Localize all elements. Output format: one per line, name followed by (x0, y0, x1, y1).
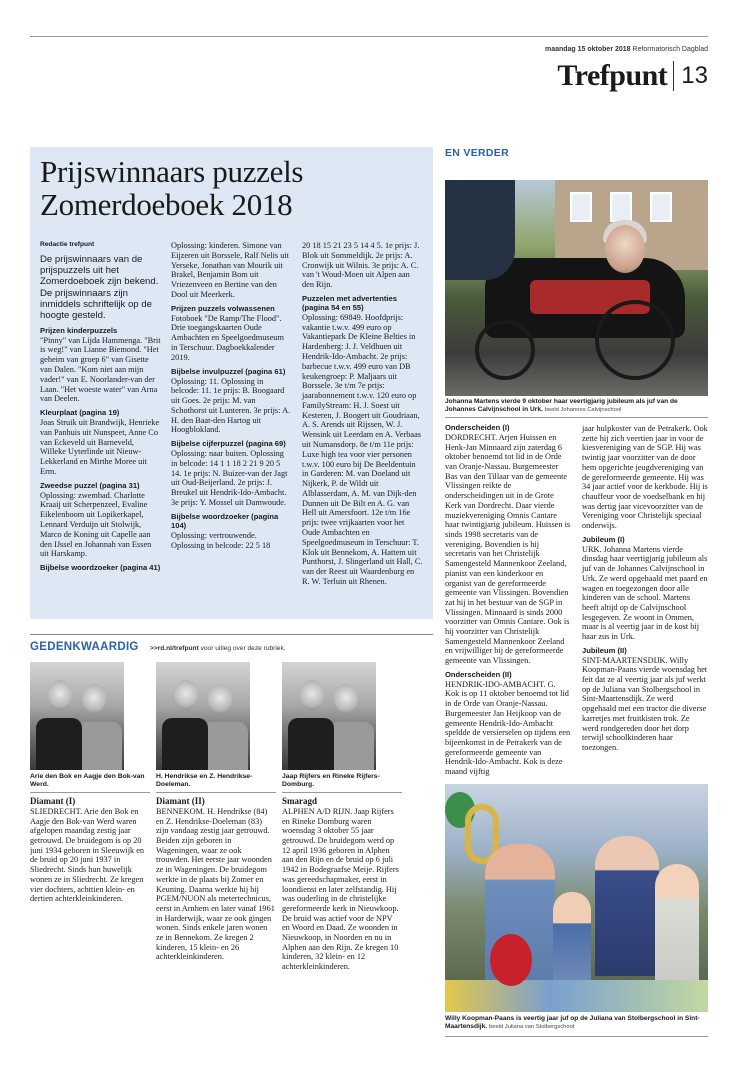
entry-heading: Smaragd (282, 796, 318, 807)
carriage-photo-caption (445, 398, 708, 414)
section-heading: Kleurplaat (pagina 19) (40, 408, 120, 418)
item-text: HENDRIK-IDO-AMBACHT. G. Kok is op 11 oktober benoemd tot lid in de Orde van Oranje-Nassau. Burgemeester Jan Heijkoop van de gemeente Hendrik-Ido-Ambacht speldde de versierselen op tijdens een bijeenkomst in de Petrakerk van de gereformeerde gemeente van Hendrik-Ido-Ambacht. Kok is deze maand vijftig (445, 679, 571, 777)
article-column-3 (302, 241, 423, 587)
caption-rule (282, 792, 402, 793)
section-heading: Bijbelse invulpuzzel (pagina 61) (171, 366, 286, 376)
paragraph: Oplossing: vertrouwende. Oplossing in belcode: 22 5 18 (171, 530, 271, 550)
paragraph: Oplossing: zwembad. Charlotte Kraaij uit Scherpenzeel, Evaline Eikelenboom uit Lopikerkapel, Lennard Verduijn uit Stolwijk, Marco de Koning uit Capelle aan den IJssel en Johannah van Essen uit Harskamp. (40, 490, 152, 559)
byline: Redactie trefpunt (40, 241, 95, 248)
paper-name: Reformatorisch Dagblad (632, 46, 708, 53)
gedenkwaardig-entry-3 (282, 662, 402, 972)
section-heading: Bijbelse woordzoeker (pagina 104) (171, 511, 279, 530)
entry-heading: Diamant (I) (30, 796, 76, 807)
rubriek-link[interactable]: >>rd.nl/trefpunt (150, 645, 199, 652)
caption-text: Willy Koopman-Paans is veertig jaar juf op de Juliana van Stolbergschool in Sint-Maartensdijk. (445, 1015, 700, 1030)
tractor-photo (445, 784, 708, 1012)
paragraph: Oplossing: kinderen. Simone van Eijzeren uit Borssele, Ralf Nelis uit Yerseke, Jonathan van Mourik uit Brakel, Benjamin Bom uit Vriezenveen en Bertine van den Dool uit Meerkerk. (171, 241, 289, 299)
photo-caption: Jaap Rijfers en Rineke Rijfers-Domburg. (282, 773, 380, 789)
paragraph: Oplossing: naar buiten. Oplossing in belcode: 14 1 1 18 2 21 9 20 5 14. 1e prijs: N. Buizer-van der Jagt uit Oud-Beijerland. 2e prijs: J. Breukel uit Hendrik-Ido-Ambacht. 3e prijs: Y. Mossel uit Damwoude. (171, 449, 288, 508)
section-heading: Prijzen puzzels volwassenen (171, 303, 275, 313)
en-verder-column-1 (445, 424, 571, 777)
page-number: 13 (681, 61, 708, 89)
item-heading: Onderscheiden (II) (445, 669, 512, 679)
entry-heading: Diamant (II) (156, 796, 205, 807)
item-heading: Jubileum (I) (582, 534, 625, 544)
section-heading: Zweedse puzzel (pagina 31) (40, 480, 140, 490)
section-heading: Puzzelen met advertenties (pagina 54 en 55) (302, 293, 397, 312)
photo-credit: beeld Juliana van Stolbergschool (489, 1023, 575, 1030)
issue-date: maandag 15 oktober 2018 (544, 46, 631, 53)
gedenkwaardig-title: GEDENKWAARDIG (30, 641, 139, 653)
item-heading: Onderscheiden (I) (445, 423, 510, 432)
paragraph: Oplossing: 11. Oplossing in belcode: 11. 1e prijs: B. Boogaard uit Goes. 2e prijs: M. van Schothorst uit Lunteren. 3e prijs: A. H. den Baat-den Hartog uit Hoogblokland. (171, 376, 291, 435)
prize-article (30, 147, 433, 619)
section-heading: Bijbelse woordzoeker (pagina 41) (40, 563, 161, 573)
photo-credit: beeld Johannes Calvijnschool (544, 406, 622, 413)
article-column-2 (171, 241, 292, 587)
caption-rule (30, 792, 150, 793)
dateline (545, 46, 708, 54)
tractor-photo-caption (445, 1015, 708, 1031)
en-verder-title: EN VERDER (445, 147, 509, 159)
paragraph: 20 18 15 21 23 5 14 4 5. 1e prijs: J. Blok uit Sommeldijk. 2e prijs: A. Cronwijk uit Wilnis. 3e prijs: A. C. van 't Woud-Moen uit Alpen aan den Rijn. (302, 241, 420, 290)
paragraph: Joas Struik uit Brandwijk, Henrieke van Panhuis uit Nunspeet, Anne Co van Eckeveld uit Barneveld, Willeke Uyterlinde uit Nieuw-Lekkerland en Mirthe Moree uit Erm. (40, 418, 160, 476)
en-verder-column-2 (582, 424, 708, 753)
couple-photo (282, 662, 376, 770)
entry-text: BENNEKOM. H. Hendrikse (84) en Z. Hendrikse-Doeleman (83) zijn vandaag zestig jaar getrouwd. Beiden zijn geboren in Wageningen, waar ze ook trouwden. Het eerste jaar woonden ze in Wageningen. De bruidegom werkte in de plaats bij Zomer en Keuning. Daarna werkte hij bij PGEM/NUON als metertechnicus, eerst in Arnhem en later vanaf 1961 in Harderwijk, waar ze ook gingen wonen. Sinds enkele jaren wonen ze in Bennekom. Ze kregen 2 kinderen, 15 klein- en 26 achterkleinkinderen. (156, 806, 275, 962)
couple-photo (156, 662, 250, 770)
article-column-1 (40, 241, 161, 587)
caption-rule (445, 1036, 708, 1037)
paragraph: "Pinny" van Lijda Hammenga. "Brit is weg!" van Lianne Biemond. "Het geheim van groep 6" van Gisette van Dalen. "Kom niet aan mijn vader!" van E. Noorlander-van der Laan. "Het woeste water" van Arna van Deelen. (40, 335, 161, 404)
section-separator (673, 61, 674, 91)
photo-caption: H. Hendriksе en Z. Hendrikse-Doeleman. (156, 773, 253, 789)
entry-text: ALPHEN A/D RIJN. Jaap Rijfers en Rineke Domburg waren woensdag 3 oktober 55 jaar getrouwd. De bruidegom werd op 12 april 1936 geboren in Alphen aan den Rijn en de bruid op 6 juli 1942 in Bodegraafse Meije. Rijfers was gereedschapmaker, eerst in loondienst en later zelfstandig. Hij was ouderling in de christelijke gereformeerde kerk in Nieuwkoop. De bruid was actief voor de NPV en Woord en Daad. Ze woonden in Nieuwkoop, in Noorden en nu in Alphen aan den Rijn. Ze kregen 10 kinderen, 32 klein- en 12 achterkleinkinderen. (282, 806, 399, 972)
gedenkwaardig-entry-1 (30, 662, 150, 904)
top-rule (30, 36, 708, 37)
article-lead: De prijswinnaars van de prijspuzzels uit het Zomerdoeboek zijn bekend. De prijswinnaars zijn inmiddels schriftelijk op de hoogte gesteld. (40, 253, 159, 322)
carriage-photo (445, 180, 708, 396)
item-text: jaar hulpkoster van de Petrakerk. Ook zette hij zich veertien jaar in voor de kiesvereniging van de SGP. Hij was twintig jaar voorzitter van de door hem opgerichte jeugdvereniging van de gereformeerde gemeente. Hij was 34 jaar actief voor de kerkbode. Hij is chauffeur voor de voedselbank en hij was dertig jaar vicevoorzitter van de Vereniging voor Christelijk speciaal onderwijs. (582, 424, 708, 531)
section-header (557, 58, 708, 93)
gedenkwaardig-entry-2 (156, 662, 276, 962)
article-columns (40, 241, 423, 587)
note-text: voor uitleg over deze rubriek. (200, 645, 286, 652)
gedenkwaardig-note (150, 645, 286, 653)
item-text: DORDRECHT. Arjen Huissen en Henk-Jan Minnaard zijn zaterdag 6 oktober benoemd tot lid in de Orde van Oranje-Nassau. Burgemeester Bas van den Tillaar van de gemeente Vlissingen reikte de onderscheidingen uit in de Grote Kerk van Dordrecht. Daar vierde muziekvereniging Omnis Cantare haar twintigjarig jubileum. Huissen is sinds 1998 secretaris van de vereniging. Bovendien is hij secretaris van het Christelijk Samengesteld Mannenkoor Zeeland, pianist van een kinderkoor en organist van de gereformeerde gemeente van Vlissingen. Bovendien zat hij in het bestuur van de SGP in Vlissingen. Minnaard is sinds 2000 voorzitter van Omnis Cantare. Ook is hij voorzitter van Christelijk Samengesteld Mannenkoor Zeeland en vrijwilliger bij de gereformeerde gemeente van Vlissingen. (445, 432, 571, 666)
entry-text: SLIEDRECHT. Arie den Bok en Aagje den Bok-van Werd waren afgelopen maandag zestig jaar getrouwd. De bruidegom is op 20 juni 1934 geboren in Sleeuwijk en de bruid op 20 juni 1937 in Sliedrecht. Sinds hun huwelijk wonen ze in Sliedrecht. Ze kregen vier dochters, achttien klein- en dertien achterkleinkinderen. (30, 806, 145, 904)
section-name: Trefpunt (557, 59, 668, 92)
item-heading: Jubileum (II) (582, 645, 627, 655)
section-heading: Bijbelse cijferpuzzel (pagina 69) (171, 439, 286, 449)
article-headline: Prijswinnaars puzzels Zomerdoeboek 2018 (40, 154, 304, 223)
couple-photo (30, 662, 124, 770)
caption-text: Johanna Martens vierde 9 oktober haar veertigjarig jubileum als juf van de Johannes Calvijnschool in Urk. (445, 398, 678, 413)
item-text: SINT-MAARTENSDIJK. Willy Koopman-Paans vierde woensdag het feit dat ze al veertig jaar als juf werkt op de Juliana van Stolbergschool in Sint-Maartensdijk. Ze werd opgehaald met een tractor die diverse karretjes met fruitkisten trok. Ze werd rondgereden door het dorp terwijl schoolkinderen haar toezongen. (582, 655, 708, 752)
photo-caption: Arie den Bok en Aagje den Bok-van Werd. (30, 773, 145, 789)
caption-rule (445, 417, 708, 418)
section-heading: Prijzen kinderpuzzels (40, 325, 118, 335)
item-text: URK. Johanna Martens vierde dinsdag haar veertigjarig jubileum als juf van de Johannes Calvijnschool in Urk. Ze werd opgehaald met paard en wagen en toegezongen door alle kinderen van de school. Martens heeft altijd op de Calvijnschool lesgegeven. Ze woont in Ommen, maar is al veertig jaar in de kost bij haar zus in Urk. (582, 544, 708, 642)
paragraph: Oplossing: 69849. Hoofdprijs: vakantie t.w.v. 499 euro op Vakantiepark De Kleine Belties in Hardenberg: J. J. Veldhuen uit Hendrik-Ido-Ambacht. 2e prijs: barbecue t.w.v. 499 euro van DB keukengroep: P. Maljaars uit Borssele. 3e t/m 7e prijs: jaarabonnement t.w.v. 120 euro op FamilyStream: H. J. Soest uit Kesteren, J. Boogert uit Goudriaan, A. S. Arends uit Rijssen, W. J. Wensink uit Leerdam en A. Verbaas uit Numansdorp. 8e t/m 11e prijs: Luxe high tea voor vier personen t.w.v. 100 euro bij De Beeldentuin in Garderen: M. van Doeland uit Nijkerk, P. de Wildt uit Alblasserdam, A. M. van Dijk-den Dunnen uit De Bilt en A. G. van Hell uit Amersfoort. 12e t/m 16e prijs: twee vrijkaarten voor het Oude Ambachten en Speelgoedmuseum in Terschuur: T. Klok uit Bennekom, A. Hattem uit Punthorst, J. Slingerland uit Hall, C. van der Reest uit Waardenburg en R. W. Terluin uit Rhenen. (302, 312, 423, 586)
caption-rule (156, 792, 276, 793)
paragraph: Fotoboek "De Ramp/The Flood". Drie toegangskaarten Oude Ambachten en Speelgoedmuseum in Terschuur. Dagboekkalender 2019. (171, 313, 284, 362)
gedenkwaardig-rule (30, 634, 433, 635)
